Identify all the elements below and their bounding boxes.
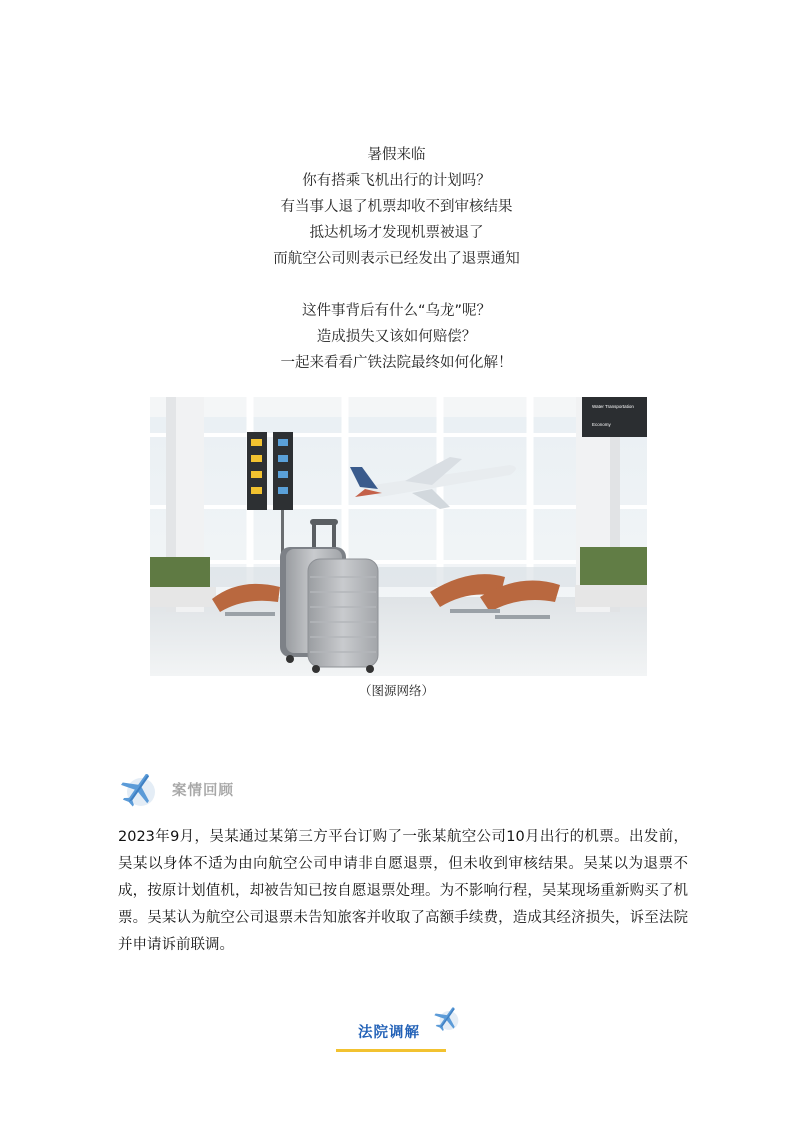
intro-line: 造成损失又该如何赔偿？: [316, 329, 477, 345]
intro-spacer: [0, 272, 793, 298]
case-review-heading: [115, 770, 415, 810]
intro-line: 你有搭乘飞机出行的计划吗？: [302, 173, 491, 189]
case-review-title: 案情回顾: [172, 783, 234, 799]
case-review-paragraph: 2023年9月，吴某通过某第三方平台订购了一张某航空公司10月出行的机票。出发前，吴某以身体不适为由向航空公司申请非自愿退票，但未收到审核结果。吴某以为退票不成，按原计划值机，却被告知已按自愿退票处理。为不影响行程，吴某现场重新购买了机票。吴某认为航空公司退票未告知旅客并收取了高额手续费，造成其经济损失，诉至法院并申请诉前联调。: [118, 829, 688, 953]
intro-text: [0, 142, 793, 376]
intro-line: 暑假来临: [367, 147, 426, 163]
sign-text: Economy: [592, 422, 611, 427]
airport-photo: [150, 397, 647, 676]
court-mediation-title: 法院调解: [358, 1025, 420, 1041]
court-mediation-heading: [330, 1000, 470, 1060]
airplane-icon: [115, 770, 159, 810]
heading-underline: [336, 1049, 446, 1052]
intro-line: 而航空公司则表示已经发出了退票通知: [273, 251, 520, 267]
intro-line: 抵达机场才发现机票被退了: [309, 225, 484, 241]
intro-line: 这件事背后有什么“乌龙”呢？: [301, 303, 492, 319]
airplane-icon: [430, 1003, 462, 1035]
intro-line: 一起来看看广铁法院最终如何化解！: [280, 355, 513, 371]
photo-caption: （图源网络）: [358, 683, 434, 698]
intro-line: 有当事人退了机票却收不到审核结果: [280, 199, 513, 215]
sign-text: Water Transportation: [592, 404, 634, 409]
